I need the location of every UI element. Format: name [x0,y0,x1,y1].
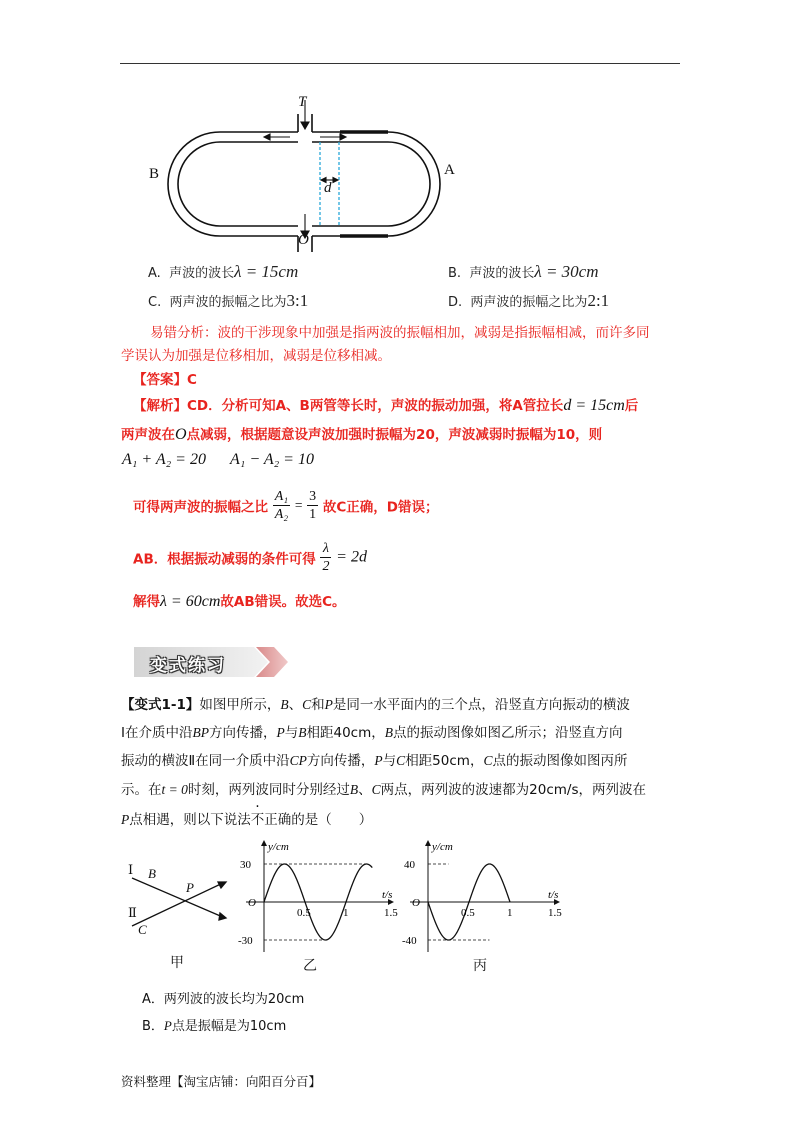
x-tick-label: 0.5 [297,907,311,919]
section-banner-title: 变式练习 [150,656,226,676]
q2-line2: Ⅰ在介质中沿BP方向传播，P与B相距40cm，B点的振动图像如图乙所示；沿竖直方向 [121,725,623,741]
jia-label-ii: Ⅱ [128,905,137,920]
jia-label-p: P [186,880,194,895]
y-tick-label-min: -40 [402,935,417,947]
y-tick-label-max: 40 [404,859,415,871]
answer-label: 【答案】C [133,372,197,388]
chart-yi [238,838,398,950]
label-b: B [149,166,160,182]
origin-label: O [412,897,420,909]
label-o: O [298,232,309,248]
x-tick-label: 0.5 [461,907,475,919]
header-rule [120,63,680,64]
q2-option-a: A．两列波的波长均为20cm [142,992,305,1007]
equation-sum: A₁ + A₂ = 20 [122,451,206,468]
solve-line: 解得λ = 60cm故AB错误。故选C。 [133,593,346,610]
label-d: d [324,180,332,196]
explain-line1: 【解析】CD．分析可知A、B两管等长时，声波的振动加强，将A管拉长d = 15cm后 [133,397,639,414]
q2-option-b: B．P点是振幅是为10cm [142,1018,287,1034]
y-axis-arrow [425,840,431,846]
jia-label-b: B [148,866,156,881]
x-tick-label: 1 [343,907,349,919]
y-axis-label: y/cm [432,841,453,853]
option-c: C. 两声波的振幅之比为3:1 [148,291,309,310]
option-b: B. 声波的波长λ = 30cm [448,262,599,281]
origin-label: O [248,897,256,909]
chart-bing [404,838,574,950]
jia-label-c: C [138,922,147,937]
label-t: T [298,94,307,110]
x-tick-label: 1 [507,907,513,919]
jia-caption: 甲 [170,955,184,971]
x-axis-label: t/s [548,889,559,901]
q2-line3: 振动的横波Ⅱ在同一介质中沿CP方向传播，P与C相距50cm，C点的振动图像如图丙所 [121,753,628,769]
y-axis-arrow [261,840,267,846]
equation-diff: A₁ − A₂ = 10 [230,451,314,468]
label-a: A [444,162,455,178]
y-axis-label: y/cm [268,841,289,853]
error-analysis-line2: 学误认为加强是位移相加，减弱是位移相减。 [121,348,391,364]
q2-line5: P点相遇，则以下说法不正确的是（ ） [121,812,373,828]
pipe-b-outer [168,132,298,236]
bing-caption: 丙 [473,958,487,974]
q2-line1: 【变式1-1】如图甲所示，B、C和P是同一水平面内的三个点，沿竖直方向振动的横波 [121,697,630,713]
x-tick-label: 1.5 [548,907,562,919]
wave-ii-line [132,882,225,926]
jia-label-i: Ⅰ [128,862,134,877]
ratio-line: 可得两声波的振幅之比 $\frac{\text{A₁}}{\text{A₂}}$ = $\frac{3}{1}$ 故C正确，D错误； [133,489,439,522]
y-tick-label-max: 30 [240,859,251,871]
option-d: D. 两声波的振幅之比为2:1 [448,291,610,310]
x-axis-label: t/s [382,889,393,901]
explain-line2: 两声波在O点减弱，根据题意设声波加强时振幅为20，声波减弱时振幅为10，则 [121,426,603,443]
yi-caption: 乙 [303,959,317,974]
pipe-a-sleeve [340,132,388,236]
ab-line: AB．根据振动减弱的条件可得 $\frac{\lambda}{2}$ = 2d [133,541,367,574]
footer-text: 资料整理【淘宝店铺：向阳百分百】 [121,1074,322,1089]
q2-line4: 示。在t = 0时刻，两列波同时分别经过B、C两点，两列波的波速都为20cm/s，两列波在 [121,782,646,798]
wave-i-line [132,878,225,918]
x-tick-label: 1.5 [384,907,398,919]
option-a: A. 声波的波长λ = 15cm [148,262,299,281]
pipe-b-inner [178,142,298,226]
error-analysis-line1: 易错分析：波的干涉现象中加强是指两波的振幅相加，减弱是指振幅相减，而许多同 [150,325,650,341]
y-tick-label-min: -30 [238,935,253,947]
pipe-diagram [140,92,470,252]
